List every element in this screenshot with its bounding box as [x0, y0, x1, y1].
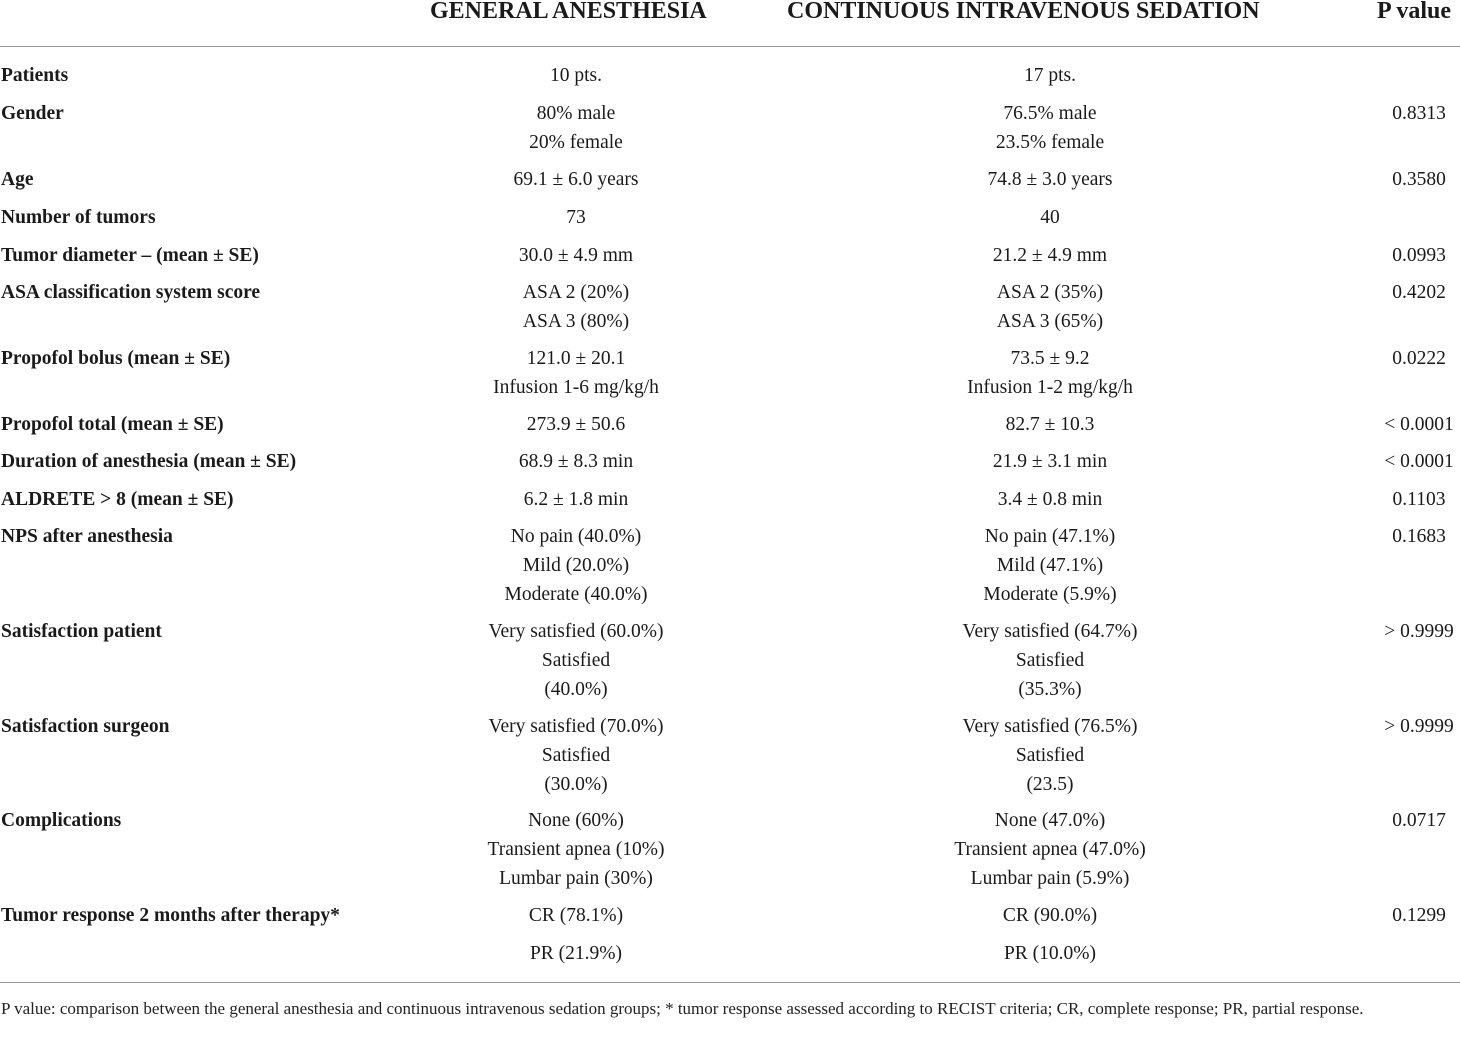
continuous-sedation-value-cell — [900, 485, 1200, 514]
p-value: < 0.0001 — [1384, 414, 1454, 435]
row-label: Satisfaction patient — [1, 621, 162, 642]
continuous-sedation-value: Satisfied — [1015, 745, 1085, 766]
continuous-sedation-value: 82.7 ± 10.3 — [1005, 414, 1095, 435]
continuous-sedation-value-cell — [900, 522, 1200, 609]
continuous-sedation-value-cell — [900, 203, 1200, 232]
p-value: 0.0993 — [1392, 245, 1446, 266]
continuous-sedation-value: 74.8 ± 3.0 years — [987, 169, 1113, 190]
continuous-sedation-value: Mild (47.1%) — [996, 555, 1104, 576]
row-label: Propofol bolus (mean ± SE) — [1, 348, 231, 369]
general-anesthesia-value-cell — [426, 617, 726, 704]
continuous-sedation-value: None (47.0%) — [994, 810, 1106, 831]
general-anesthesia-value: Moderate (40.0%) — [504, 584, 648, 605]
general-anesthesia-value: (40.0%) — [544, 679, 608, 700]
p-value: 0.1103 — [1392, 489, 1446, 510]
p-value: 0.0222 — [1392, 348, 1446, 369]
row-label: Duration of anesthesia (mean ± SE) — [1, 451, 297, 472]
continuous-sedation-value: 23.5% female — [995, 132, 1105, 153]
continuous-sedation-value-cell — [900, 410, 1200, 439]
row-label: Satisfaction surgeon — [1, 716, 170, 737]
general-anesthesia-value-cell — [426, 485, 726, 514]
p-value: < 0.0001 — [1384, 451, 1454, 472]
general-anesthesia-value: 73 — [566, 207, 586, 228]
general-anesthesia-value: 20% female — [529, 132, 623, 153]
continuous-sedation-value: Lumbar pain (5.9%) — [970, 868, 1130, 889]
continuous-sedation-value-cell — [900, 447, 1200, 476]
general-anesthesia-value: Very satisfied (60.0%) — [488, 621, 664, 642]
general-anesthesia-value-cell — [426, 522, 726, 609]
row-label: ASA classification system score — [1, 282, 261, 303]
continuous-sedation-value: Very satisfied (64.7%) — [962, 621, 1138, 642]
continuous-sedation-value: Satisfied — [1015, 650, 1085, 671]
general-anesthesia-value: Transient apnea (10%) — [487, 839, 665, 860]
continuous-sedation-value-cell — [900, 61, 1200, 90]
general-anesthesia-value: 273.9 ± 50.6 — [526, 414, 626, 435]
general-anesthesia-value: 121.0 ± 20.1 — [526, 348, 626, 369]
row-label: Number of tumors — [1, 207, 156, 228]
row-label: NPS after anesthesia — [1, 526, 173, 547]
table-bottom-rule — [0, 982, 1460, 983]
general-anesthesia-value-cell — [426, 712, 726, 799]
general-anesthesia-value: Very satisfied (70.0%) — [488, 716, 664, 737]
general-anesthesia-value-cell — [426, 410, 726, 439]
header-continuous-sedation: CONTINUOUS INTRAVENOUS SEDATION — [787, 0, 1260, 24]
table-footnote: P value: comparison between the general anesthesia and continuous intravenous sedation groups; * tumor response assessed according to RECIST criteria; CR, complete response; PR, partial response. — [1, 999, 1364, 1018]
continuous-sedation-value-cell — [900, 806, 1200, 893]
general-anesthesia-value: 69.1 ± 6.0 years — [513, 169, 639, 190]
general-anesthesia-value-cell — [426, 241, 726, 270]
general-anesthesia-value: Infusion 1-6 mg/kg/h — [493, 377, 659, 398]
p-value: > 0.9999 — [1384, 621, 1454, 642]
general-anesthesia-value-cell — [426, 61, 726, 90]
continuous-sedation-value-cell — [900, 99, 1200, 157]
header-general-anesthesia: GENERAL ANESTHESIA — [430, 0, 707, 24]
p-value: 0.1683 — [1392, 526, 1446, 547]
row-label: Patients — [1, 65, 69, 86]
p-value: 0.1299 — [1392, 905, 1446, 926]
continuous-sedation-value-cell — [900, 617, 1200, 704]
continuous-sedation-value: Infusion 1-2 mg/kg/h — [967, 377, 1133, 398]
general-anesthesia-value: 30.0 ± 4.9 mm — [518, 245, 634, 266]
continuous-sedation-value: 3.4 ± 0.8 min — [997, 489, 1103, 510]
continuous-sedation-value-cell — [900, 241, 1200, 270]
general-anesthesia-value-cell — [426, 278, 726, 336]
p-value: 0.8313 — [1392, 103, 1446, 124]
general-anesthesia-value: None (60%) — [528, 810, 624, 831]
continuous-sedation-value-cell — [900, 712, 1200, 799]
general-anesthesia-value-cell — [426, 99, 726, 157]
general-anesthesia-value: 80% male — [536, 103, 616, 124]
continuous-sedation-value-cell — [900, 344, 1200, 402]
general-anesthesia-value: Mild (20.0%) — [522, 555, 630, 576]
general-anesthesia-value: ASA 2 (20%) — [522, 282, 630, 303]
continuous-sedation-value: 21.2 ± 4.9 mm — [992, 245, 1108, 266]
row-label: ALDRETE > 8 (mean ± SE) — [1, 489, 234, 510]
table-header — [0, 0, 1460, 47]
continuous-sedation-value: (35.3%) — [1018, 679, 1082, 700]
header-p-value: P value — [1377, 0, 1452, 24]
general-anesthesia-value: 10 pts. — [549, 65, 602, 86]
general-anesthesia-value: No pain (40.0%) — [510, 526, 642, 547]
general-anesthesia-value-cell — [426, 203, 726, 232]
continuous-sedation-value: ASA 2 (35%) — [996, 282, 1104, 303]
general-anesthesia-value-cell — [426, 344, 726, 402]
row-label: Age — [1, 169, 34, 190]
general-anesthesia-value: 6.2 ± 1.8 min — [523, 489, 629, 510]
continuous-sedation-value: Very satisfied (76.5%) — [962, 716, 1138, 737]
row-label: Propofol total (mean ± SE) — [1, 414, 224, 435]
p-value: 0.4202 — [1392, 282, 1446, 303]
p-value: > 0.9999 — [1384, 716, 1454, 737]
continuous-sedation-value: CR (90.0%) — [1002, 905, 1098, 926]
continuous-sedation-value: 73.5 ± 9.2 — [1010, 348, 1090, 369]
continuous-sedation-value: ASA 3 (65%) — [996, 311, 1104, 332]
general-anesthesia-value: 68.9 ± 8.3 min — [518, 451, 634, 472]
continuous-sedation-value: No pain (47.1%) — [984, 526, 1116, 547]
row-label: Complications — [1, 810, 122, 831]
row-label: Tumor response 2 months after therapy* — [1, 905, 340, 926]
general-anesthesia-value-cell — [426, 447, 726, 476]
continuous-sedation-value: Moderate (5.9%) — [983, 584, 1117, 605]
general-anesthesia-value: Satisfied — [541, 745, 611, 766]
general-anesthesia-value-cell — [426, 901, 726, 930]
general-anesthesia-value: Lumbar pain (30%) — [499, 868, 653, 889]
general-anesthesia-value: CR (78.1%) — [528, 905, 624, 926]
continuous-sedation-value-cell — [900, 939, 1200, 968]
general-anesthesia-value-cell — [426, 165, 726, 194]
continuous-sedation-value-cell — [900, 165, 1200, 194]
continuous-sedation-value: (23.5) — [1026, 774, 1074, 795]
continuous-sedation-value: 40 — [1040, 207, 1060, 228]
continuous-sedation-value-cell — [900, 278, 1200, 336]
continuous-sedation-value: 17 pts. — [1023, 65, 1076, 86]
general-anesthesia-value: (30.0%) — [544, 774, 608, 795]
p-value: 0.3580 — [1392, 169, 1446, 190]
continuous-sedation-value: 21.9 ± 3.1 min — [992, 451, 1108, 472]
continuous-sedation-value: 76.5% male — [1003, 103, 1097, 124]
general-anesthesia-value-cell — [426, 806, 726, 893]
general-anesthesia-value: ASA 3 (80%) — [522, 311, 630, 332]
row-label: Gender — [1, 103, 64, 124]
p-value: 0.0717 — [1392, 810, 1446, 831]
continuous-sedation-value: Transient apnea (47.0%) — [954, 839, 1146, 860]
row-label: Tumor diameter – (mean ± SE) — [1, 245, 259, 266]
continuous-sedation-value: PR (10.0%) — [1003, 943, 1097, 964]
general-anesthesia-value: Satisfied — [541, 650, 611, 671]
continuous-sedation-value-cell — [900, 901, 1200, 930]
general-anesthesia-value: PR (21.9%) — [529, 943, 623, 964]
general-anesthesia-value-cell — [426, 939, 726, 968]
